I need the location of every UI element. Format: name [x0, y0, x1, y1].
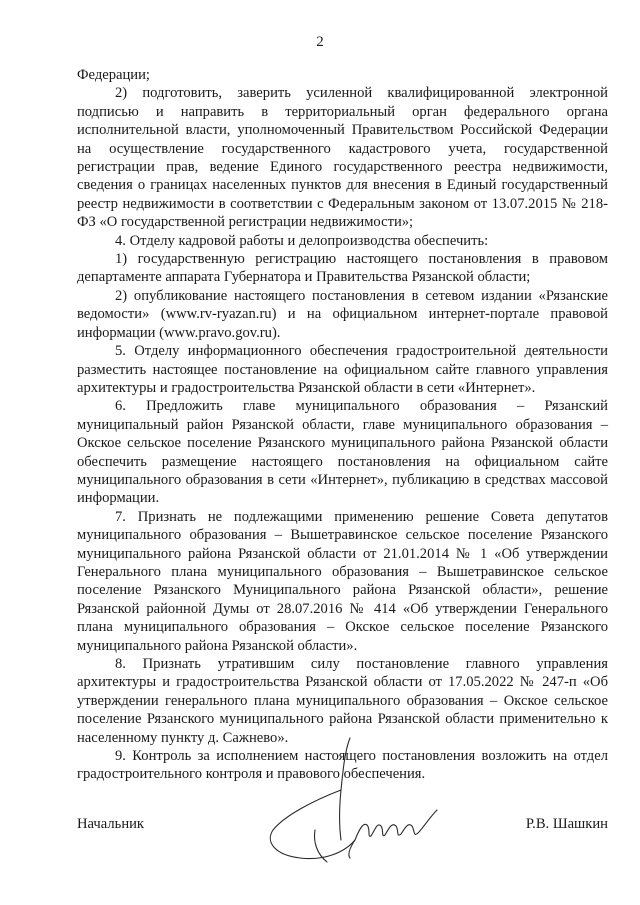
paragraph: 7. Признать не подлежащими применению решение Совета депутатов муниципального образования – Вышетравинское сельское поселение Рязанского муниципального района Рязанской области от 21.01.2014 № 1 «Об утверждении Генерального плана муниципального образования – Вышетравинское сельское поселение Рязанского Муниципального района Рязанской области», решение Рязанской районной Думы от 28.07.2016 № 414 «Об утверждении Генерального плана муниципального образования – Окское сельское поселение Рязанского муниципального района Рязанской области». [77, 508, 608, 654]
signatory-name: Р.В. Шашкин [525, 816, 608, 832]
handwritten-signature [255, 730, 445, 880]
page-number: 2 [316, 34, 324, 50]
signatory-title: Начальник [77, 816, 145, 832]
paragraph: 2) опубликование настоящего постановления в сетевом издании «Рязанские ведомости» (www.rv-ryazan.ru) и на официальном интернет-портале правовой информации (www.pravo.gov.ru). [77, 287, 608, 341]
paragraph: 1) государственную регистрацию настоящего постановления в правовом департаменте аппарата Губернатора и Правительства Рязанской области; [77, 251, 608, 286]
paragraph: 6. Предложить главе муниципального образования – Рязанский муниципальный район Рязанской области, главе муниципального образования – Окское сельское поселение Рязанского муниципального района Рязанской области обеспечить размещение настоящего постановления на официальном сайте муниципального образования в сети «Интернет», публикацию в средствах массовой информации. [77, 398, 608, 507]
paragraph: 2) подготовить, заверить усиленной квалифицированной электронной подписью и направить в территориальный орган федерального органа исполнительной власти, уполномоченный Правительством Российской Федерации на осуществление государственного кадастрового учета, государственной регистрации прав, ведение Единого государственного реестра недвижимости, сведения о границах населенных пунктов для внесения в Единый государственный реестр недвижимости в соответствии с Федеральным законом от 13.07.2015 № 218-ФЗ «О государственной регистрации недвижимости»; [77, 85, 608, 231]
paragraph: Федерации; [77, 67, 150, 83]
paragraph: 9. Контроль за исполнением настоящего постановления возложить на отдел градостроительного контроля и правового обеспечения. [77, 748, 608, 783]
paragraph: 5. Отделу информационного обеспечения градостроительной деятельности разместить настоящее постановление на официальном сайте главного управления архитектуры и градостроительства Рязанской области в сети «Интернет». [77, 343, 608, 396]
paragraph: 8. Признать утратившим силу постановление главного управления архитектуры и градостроительства Рязанской области от 17.05.2022 № 247-п «Об утверждении генерального плана муниципального образования – Окское сельское поселение Рязанского муниципального района Рязанской области применительно к населенному пункту д. Сажнево». [77, 656, 608, 746]
paragraph: 4. Отделу кадровой работы и делопроизводства обеспечить: [115, 232, 489, 249]
document-body [77, 66, 608, 784]
